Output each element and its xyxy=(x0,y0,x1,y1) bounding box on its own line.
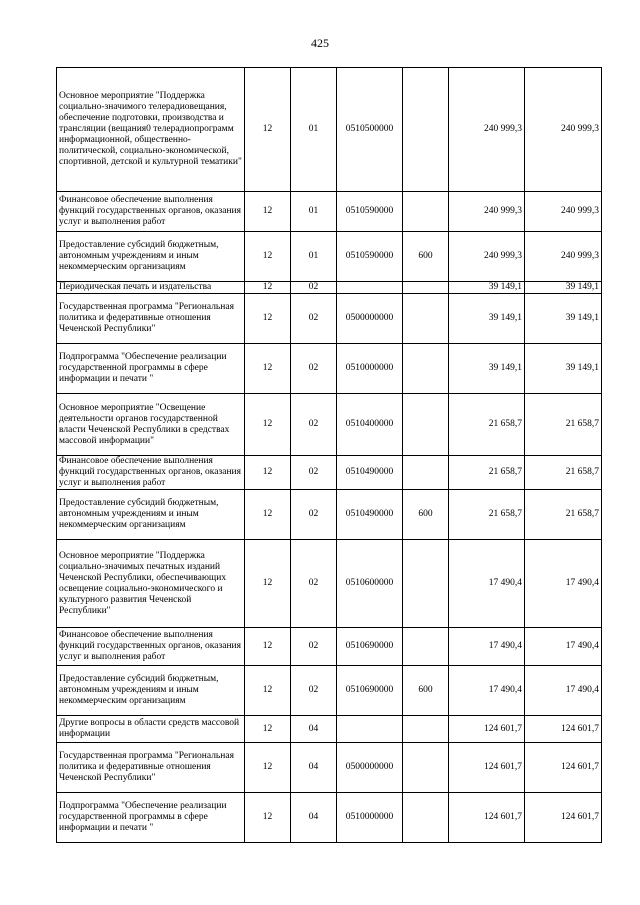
table-row xyxy=(57,192,602,232)
table-row xyxy=(57,540,602,628)
cell-name: Подпрограмма "Обеспечение реализации государственной программы в сфере информации и печати " xyxy=(57,793,245,843)
cell-subsection: 02 xyxy=(291,282,337,294)
cell-target-article xyxy=(337,716,403,743)
cell-target-article: 0510000000 xyxy=(337,793,403,843)
table-row xyxy=(57,490,602,540)
cell-section: 12 xyxy=(245,716,291,743)
cell-section: 12 xyxy=(245,192,291,232)
cell-amount-2: 17 490,4 xyxy=(525,666,602,716)
budget-table xyxy=(56,67,602,843)
cell-amount-2: 17 490,4 xyxy=(525,540,602,628)
cell-name: Предоставление субсидий бюджетным, автономным учреждениям и иным некоммерческим организациям xyxy=(57,232,245,282)
cell-target-article: 0510490000 xyxy=(337,456,403,490)
cell-amount-2: 39 149,1 xyxy=(525,282,602,294)
cell-amount-1: 124 601,7 xyxy=(449,716,525,743)
table-row xyxy=(57,68,602,192)
cell-expense-type: 600 xyxy=(403,666,449,716)
cell-subsection: 02 xyxy=(291,666,337,716)
cell-amount-1: 39 149,1 xyxy=(449,282,525,294)
cell-amount-2: 240 999,3 xyxy=(525,192,602,232)
page-number: 425 xyxy=(311,36,329,50)
table-row xyxy=(57,232,602,282)
cell-amount-2: 21 658,7 xyxy=(525,394,602,456)
cell-subsection: 02 xyxy=(291,628,337,666)
cell-name: Основное мероприятие "Поддержка социально-значимых печатных изданий Чеченской Республики, обеспечивающих освещение социально-экономического и культурного развития Чеченской Республики" xyxy=(57,540,245,628)
cell-name: Подпрограмма "Обеспечение реализации государственной программы в сфере информации и печати " xyxy=(57,344,245,394)
table-row xyxy=(57,294,602,344)
cell-name: Финансовое обеспечение выполнения функций государственных органов, оказания услуг и выполнения работ xyxy=(57,628,245,666)
cell-subsection: 04 xyxy=(291,716,337,743)
cell-name: Финансовое обеспечение выполнения функций государственных органов, оказания услуг и выполнения работ xyxy=(57,192,245,232)
cell-amount-1: 39 149,1 xyxy=(449,294,525,344)
cell-expense-type xyxy=(403,793,449,843)
cell-name: Предоставление субсидий бюджетным, автономным учреждениям и иным некоммерческим организациям xyxy=(57,490,245,540)
cell-subsection: 01 xyxy=(291,232,337,282)
cell-expense-type xyxy=(403,540,449,628)
cell-subsection: 02 xyxy=(291,394,337,456)
cell-name: Другие вопросы в области средств массовой информации xyxy=(57,716,245,743)
cell-subsection: 04 xyxy=(291,743,337,793)
cell-amount-1: 39 149,1 xyxy=(449,344,525,394)
cell-section: 12 xyxy=(245,666,291,716)
cell-amount-2: 124 601,7 xyxy=(525,793,602,843)
cell-expense-type xyxy=(403,716,449,743)
cell-section: 12 xyxy=(245,344,291,394)
cell-section: 12 xyxy=(245,394,291,456)
cell-expense-type xyxy=(403,282,449,294)
cell-amount-2: 240 999,3 xyxy=(525,68,602,192)
cell-target-article: 0510500000 xyxy=(337,68,403,192)
cell-target-article: 0510000000 xyxy=(337,344,403,394)
table-row xyxy=(57,456,602,490)
cell-target-article: 0510690000 xyxy=(337,666,403,716)
table-row xyxy=(57,344,602,394)
cell-target-article: 0510400000 xyxy=(337,394,403,456)
cell-amount-1: 240 999,3 xyxy=(449,192,525,232)
cell-section: 12 xyxy=(245,540,291,628)
table-row xyxy=(57,716,602,743)
cell-target-article: 0510590000 xyxy=(337,192,403,232)
cell-amount-2: 21 658,7 xyxy=(525,456,602,490)
cell-amount-1: 124 601,7 xyxy=(449,743,525,793)
cell-amount-2: 240 999,3 xyxy=(525,232,602,282)
cell-name: Государственная программа "Региональная политика и федеративные отношения Чеченской Республики" xyxy=(57,294,245,344)
table-row xyxy=(57,666,602,716)
table-row xyxy=(57,282,602,294)
table-row xyxy=(57,628,602,666)
cell-target-article: 0510590000 xyxy=(337,232,403,282)
cell-amount-1: 21 658,7 xyxy=(449,490,525,540)
table-row xyxy=(57,394,602,456)
table-row xyxy=(57,793,602,843)
cell-expense-type xyxy=(403,344,449,394)
cell-expense-type: 600 xyxy=(403,490,449,540)
cell-section: 12 xyxy=(245,490,291,540)
table-row xyxy=(57,743,602,793)
cell-amount-1: 240 999,3 xyxy=(449,232,525,282)
cell-target-article xyxy=(337,282,403,294)
cell-section: 12 xyxy=(245,294,291,344)
cell-name: Финансовое обеспечение выполнения функций государственных органов, оказания услуг и выполнения работ xyxy=(57,456,245,490)
cell-section: 12 xyxy=(245,628,291,666)
cell-subsection: 01 xyxy=(291,68,337,192)
cell-name: Предоставление субсидий бюджетным, автономным учреждениям и иным некоммерческим организациям xyxy=(57,666,245,716)
cell-expense-type xyxy=(403,743,449,793)
cell-name: Государственная программа "Региональная политика и федеративные отношения Чеченской Республики" xyxy=(57,743,245,793)
table-body xyxy=(57,68,602,843)
cell-amount-1: 240 999,3 xyxy=(449,68,525,192)
cell-section: 12 xyxy=(245,282,291,294)
cell-name: Основное мероприятие "Освещение деятельности органов государственной власти Чеченской Республики в средствах массовой информации" xyxy=(57,394,245,456)
cell-amount-1: 124 601,7 xyxy=(449,793,525,843)
cell-section: 12 xyxy=(245,456,291,490)
cell-section: 12 xyxy=(245,68,291,192)
cell-target-article: 0510690000 xyxy=(337,628,403,666)
cell-expense-type xyxy=(403,628,449,666)
cell-amount-2: 39 149,1 xyxy=(525,294,602,344)
cell-amount-1: 17 490,4 xyxy=(449,540,525,628)
cell-subsection: 01 xyxy=(291,192,337,232)
cell-target-article: 0510600000 xyxy=(337,540,403,628)
cell-expense-type xyxy=(403,68,449,192)
cell-amount-2: 124 601,7 xyxy=(525,716,602,743)
cell-amount-2: 39 149,1 xyxy=(525,344,602,394)
cell-amount-1: 17 490,4 xyxy=(449,666,525,716)
cell-amount-1: 21 658,7 xyxy=(449,456,525,490)
cell-subsection: 02 xyxy=(291,540,337,628)
cell-amount-1: 17 490,4 xyxy=(449,628,525,666)
cell-amount-2: 21 658,7 xyxy=(525,490,602,540)
cell-expense-type xyxy=(403,192,449,232)
cell-subsection: 02 xyxy=(291,344,337,394)
cell-expense-type xyxy=(403,456,449,490)
cell-expense-type: 600 xyxy=(403,232,449,282)
cell-amount-2: 124 601,7 xyxy=(525,743,602,793)
cell-section: 12 xyxy=(245,793,291,843)
cell-target-article: 0500000000 xyxy=(337,294,403,344)
cell-subsection: 02 xyxy=(291,456,337,490)
cell-expense-type xyxy=(403,394,449,456)
cell-name: Основное мероприятие "Поддержка социально-значимого телерадиовещания, обеспечение подготовки, производства и трансляции (вещания0 телерадиопрограмм информационной, общественно-политической, социально-экономической, спортивной, детской и культурной тематики" xyxy=(57,68,245,192)
cell-amount-2: 17 490,4 xyxy=(525,628,602,666)
cell-target-article: 0510490000 xyxy=(337,490,403,540)
cell-section: 12 xyxy=(245,232,291,282)
cell-amount-1: 21 658,7 xyxy=(449,394,525,456)
cell-section: 12 xyxy=(245,743,291,793)
cell-expense-type xyxy=(403,294,449,344)
cell-target-article: 0500000000 xyxy=(337,743,403,793)
cell-name: Периодическая печать и издательства xyxy=(57,282,245,294)
cell-subsection: 04 xyxy=(291,793,337,843)
cell-subsection: 02 xyxy=(291,294,337,344)
cell-subsection: 02 xyxy=(291,490,337,540)
